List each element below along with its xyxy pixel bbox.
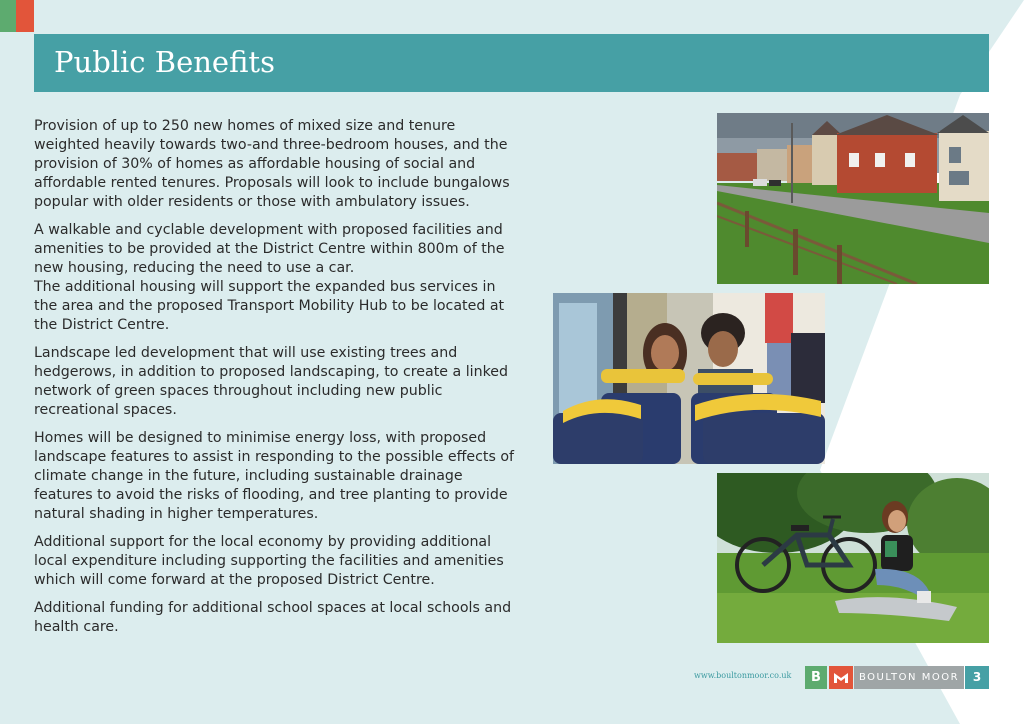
body-text [34, 117, 519, 646]
paragraph-school: Additional funding for additional school spaces at local schools and health care. [34, 600, 512, 635]
photo-park-bicycle [717, 473, 989, 643]
photo-bus-passengers [553, 293, 825, 464]
footer-website-url[interactable]: www.boultonmoor.co.uk [694, 671, 792, 680]
corner-accent-green [0, 0, 16, 32]
paragraph-walkable: A walkable and cyclable development with proposed facilities and amenities to be provided at the District Centre within 800m of the new housing, reducing the need to use a car. [34, 222, 505, 276]
paragraph-energy: Homes will be designed to minimise energy loss, with proposed landscape features to assist in responding to the possible effects of climate change in the future, including sustainable drainage features to avoid the risks of flooding, and tree planting to provide natural shading in higher temperatures. [34, 430, 515, 522]
photo-housing-street [717, 113, 989, 284]
paragraph-economy: Additional support for the local economy by providing additional local expenditure including supporting the facilities and amenities which will come forward at the proposed District Centre. [34, 534, 504, 588]
page-number: 3 [965, 666, 989, 689]
corner-accent-red [16, 0, 34, 32]
paragraph-bus: The additional housing will support the expanded bus services in the area and the proposed Transport Mobility Hub to be located at the District Centre. [34, 279, 505, 333]
paragraph-homes: Provision of up to 250 new homes of mixed size and tenure weighted heavily towards two-and three-bedroom houses, and the provision of 30% of homes as affordable housing of social and affordable rented tenures. Proposals will look to include bungalows popular with older residents or those with ambulatory issues. [34, 118, 510, 210]
logo-m-mark [829, 666, 853, 689]
logo-m-icon [829, 666, 853, 689]
page-title: Public Benefits [54, 45, 275, 79]
title-bar [34, 34, 989, 92]
logo-b-mark: B [805, 666, 827, 689]
paragraph-landscape: Landscape led development that will use existing trees and hedgerows, in addition to proposed landscaping, to create a linked network of green spaces throughout including new public recreational spaces. [34, 345, 509, 418]
brand-name: BOULTON MOOR [854, 666, 964, 689]
